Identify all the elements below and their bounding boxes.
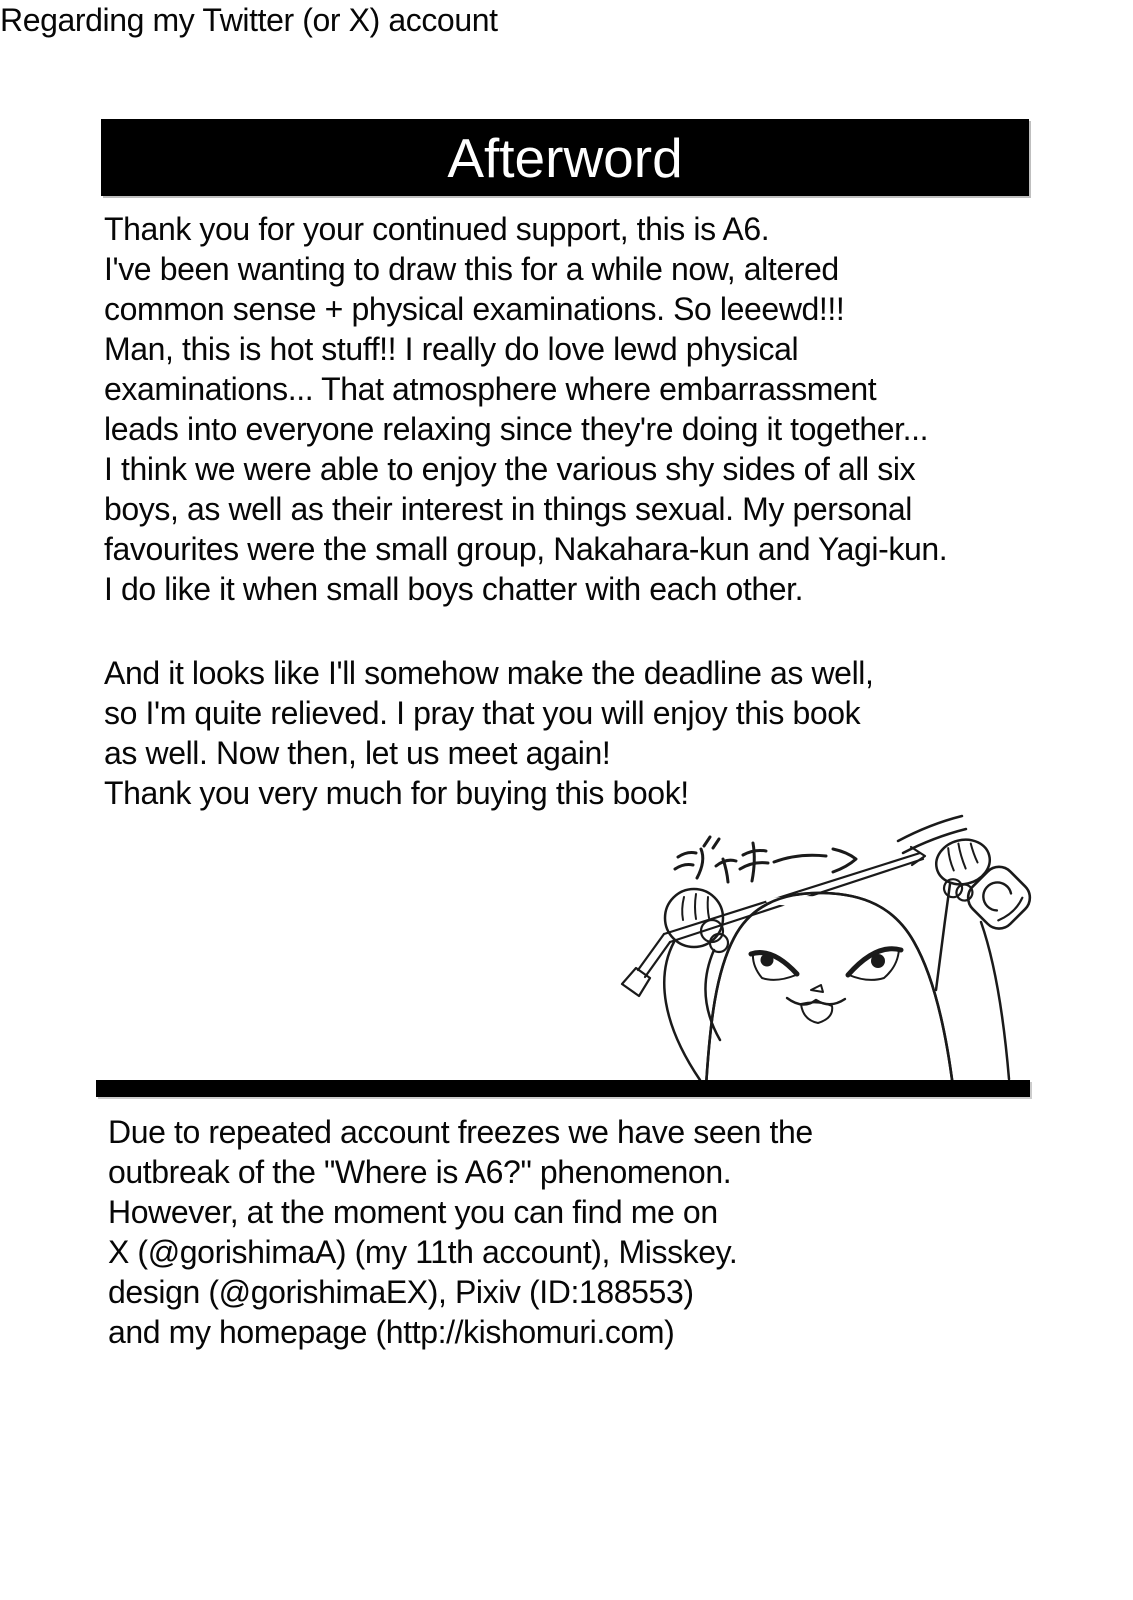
afterword-paragraph-2 [104, 653, 873, 813]
mascot-body-outline [706, 893, 953, 1087]
nose-icon [811, 985, 823, 992]
mouth-icon [787, 998, 845, 1005]
left-pupil-icon [761, 954, 774, 967]
text-line: boys, as well as their interest in things sexual. My personal [104, 491, 912, 527]
text-line: Man, this is hot stuff!! I really do love lewd physical [104, 331, 799, 367]
page-title: Afterword [447, 126, 683, 189]
speed-lines-icon [898, 816, 966, 853]
scabbard [962, 860, 1037, 935]
mascot-illustration [560, 795, 1100, 1087]
text-line: I think we were able to enjoy the various shy sides of all six [104, 451, 916, 487]
text-line: I do like it when small boys chatter with each other. [104, 571, 804, 607]
text-line: However, at the moment you can find me on [108, 1194, 718, 1230]
afterword-paragraph-1 [104, 209, 947, 609]
text-line: X (@gorishimaA) (my 11th account), Misskey. [108, 1234, 738, 1270]
text-line: Thank you for your continued support, this is A6. [104, 211, 770, 247]
text-line: so I'm quite relieved. I pray that you will enjoy this book [104, 695, 861, 731]
text-line: And it looks like I'll somehow make the deadline as well, [104, 655, 874, 691]
right-fist [931, 834, 998, 905]
text-line: favourites were the small group, Nakahara-kun and Yagi-kun. [104, 531, 948, 567]
twitter-section-paragraph [108, 1112, 813, 1352]
mascot-face [751, 948, 901, 1023]
sword-handle [622, 934, 670, 996]
text-line: design (@gorishimaEX), Pixiv (ID:188553) [108, 1274, 694, 1310]
right-pupil-icon [871, 954, 885, 968]
text-line: and my homepage (http://kishomuri.com) [108, 1314, 675, 1350]
twitter-section-heading: Regarding my Twitter (or X) account [0, 2, 498, 38]
sound-effect-text [675, 837, 856, 882]
text-line: common sense + physical examinations. So leeewd!!! [104, 291, 845, 327]
text-line: as well. Now then, let us meet again! [104, 735, 611, 771]
text-line: outbreak of the "Where is A6?" phenomenon. [108, 1154, 732, 1190]
text-line: Due to repeated account freezes we have seen the [108, 1114, 813, 1150]
afterword-banner [101, 119, 1029, 196]
text-line: leads into everyone relaxing since they're doing it together... [104, 411, 929, 447]
text-line: Thank you very much for buying this book! [104, 775, 689, 811]
divider-bar [96, 1080, 1030, 1097]
text-line: examinations... That atmosphere where embarrassment [104, 371, 877, 407]
text-line: I've been wanting to draw this for a while now, altered [104, 251, 839, 287]
left-arm [664, 942, 720, 1080]
